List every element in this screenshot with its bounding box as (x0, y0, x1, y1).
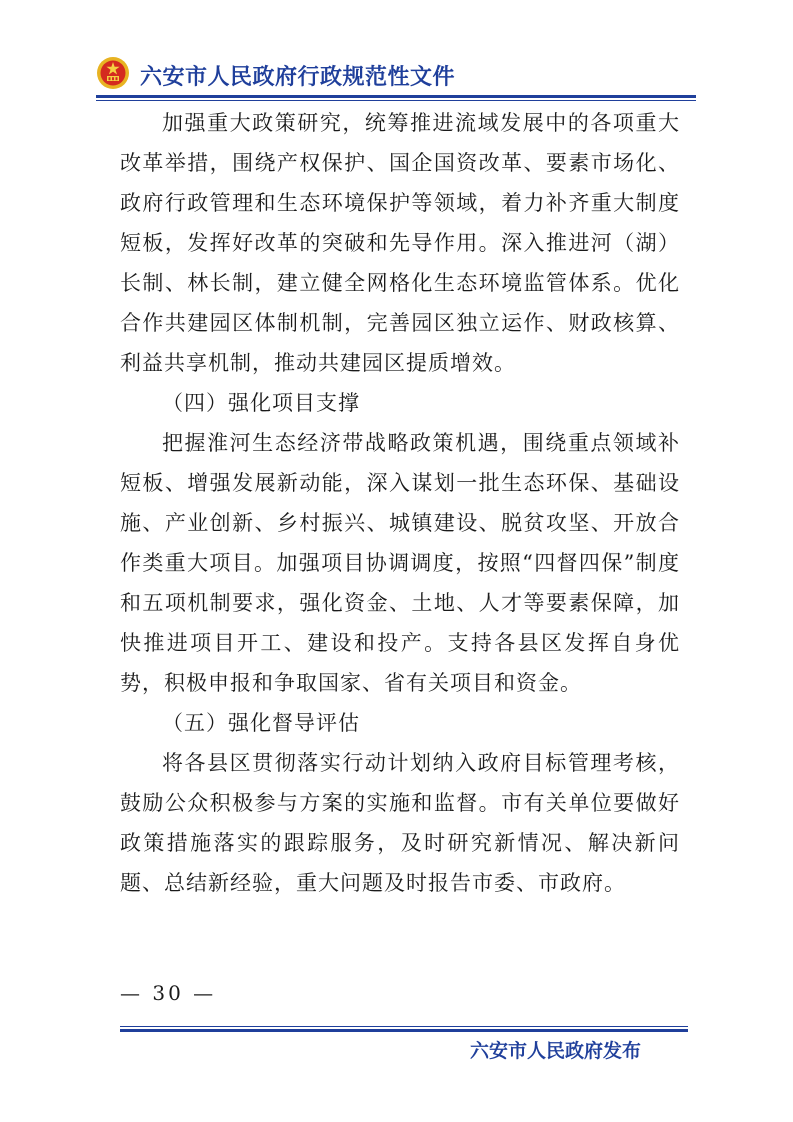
document-header-title: 六安市人民政府行政规范性文件 (140, 65, 456, 90)
footer-publisher: 六安市人民政府发布 (470, 1040, 642, 1062)
header-divider-thin (96, 100, 696, 101)
document-body (120, 103, 680, 903)
footer-divider-thin (120, 1026, 688, 1027)
footer-divider (120, 1029, 688, 1032)
document-header (96, 54, 696, 94)
header-divider (96, 95, 696, 98)
body-paragraph: 把握淮河生态经济带战略政策机遇，围绕重点领域补短板、增强发展新动能，深入谋划一批生态环保、基础设施、产业创新、乡村振兴、城镇建设、脱贫攻坚、开放合作类重大项目。加强项目协调调度，按照“四督四保”制度和五项机制要求，强化资金、土地、人才等要素保障，加快推进项目开工、建设和投产。支持各县区发挥自身优势，积极申报和争取国家、省有关项目和资金。 (120, 431, 680, 695)
page-number: — 30 — (120, 981, 217, 1005)
section-heading: （五）强化督导评估 (162, 711, 360, 735)
body-paragraph: 加强重大政策研究，统筹推进流域发展中的各项重大改革举措，围绕产权保护、国企国资改革、要素市场化、政府行政管理和生态环境保护等领域，着力补齐重大制度短板，发挥好改革的突破和先导作用。深入推进河（湖）长制、林长制，建立健全网格化生态环境监管体系。优化合作共建园区体制机制，完善园区独立运作、财政核算、利益共享机制，推动共建园区提质增效。 (120, 111, 680, 375)
body-paragraph: 将各县区贯彻落实行动计划纳入政府目标管理考核，鼓励公众积极参与方案的实施和监督。市有关单位要做好政策措施落实的跟踪服务，及时研究新情况、解决新问题、总结新经验，重大问题及时报告市委、市政府。 (120, 751, 680, 895)
national-emblem-icon (96, 56, 130, 90)
section-heading: （四）强化项目支撑 (162, 391, 360, 415)
